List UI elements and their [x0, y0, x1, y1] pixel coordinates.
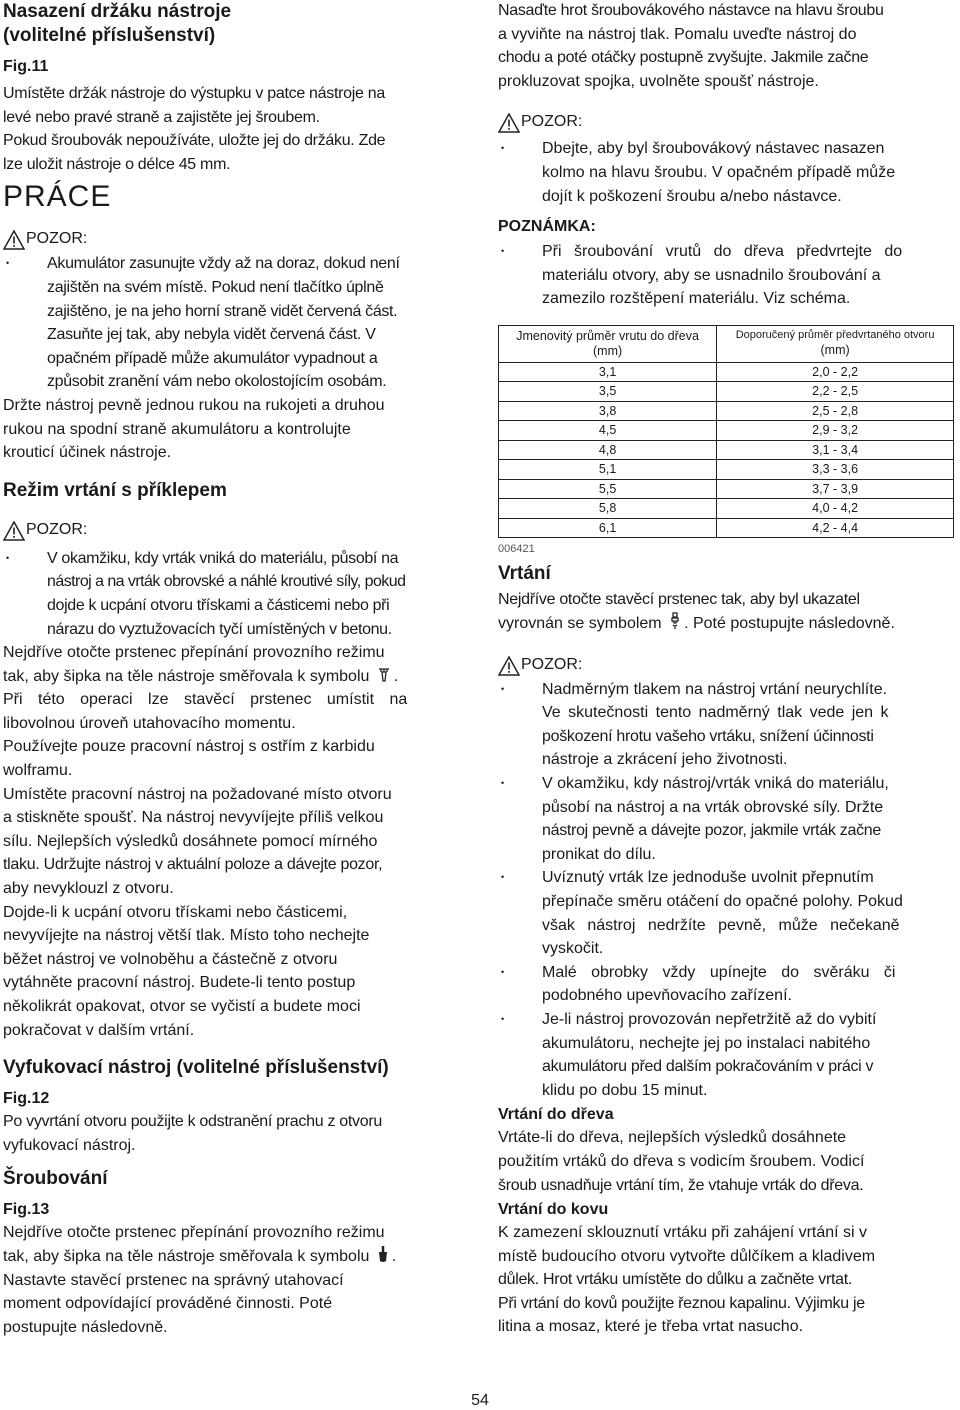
warning-icon — [498, 113, 520, 133]
drill-bullet-1-line-2: nástroj pevně a dávejte pozor, jakmile vrták začne — [542, 822, 881, 840]
screw-title: Šroubování — [3, 1168, 108, 1190]
metal-line-4: litina a mosaz, které je třeba vrtat nasucho. — [498, 1318, 804, 1336]
hold-line-1: rukou na spodní straně akumulátoru a kontrolujte — [3, 420, 351, 438]
hammer-after-14: pokračovat v dalším vrtání. — [3, 1021, 195, 1039]
hammer-line-1: Nejdříve otočte prstenec přepínání provozního režimu — [3, 644, 385, 662]
intro-line-0: Nasaďte hrot šroubovákového nástavce na hlavu šroubu — [498, 2, 884, 19]
fig-13-label: Fig.13 — [3, 1201, 50, 1219]
table-code: 006421 — [498, 543, 535, 556]
drill-bullet-4-line-3: klidu po dobu 15 minut. — [542, 1081, 708, 1099]
screw-after-0: Nastavte stavěcí prstenec na správný utahovací — [3, 1271, 344, 1289]
metal-line-1: místě budoucího otvoru vytvořte důlčíkem a kladivem — [498, 1247, 876, 1265]
drill-bullet-1-line-0: V okamžiku, kdy nástroj/vrták vniká do materiálu, — [542, 775, 889, 792]
warning-icon — [498, 656, 520, 676]
hammer-warning-heading — [3, 519, 461, 541]
wood-line-2: šroub usnadňuje vrtání tím, že vtahuje vrták do dřeva. — [498, 1176, 864, 1194]
pozor-label: POZOR: — [521, 113, 583, 131]
hold-line-2: krouticí účinek nástroje. — [3, 444, 172, 462]
hammer-after-9: Dojde-li k ucpání otvoru třískami nebo částicemi, — [3, 903, 348, 921]
drill-warning-item — [498, 1008, 956, 1102]
table-cell-screw: 5,8 — [499, 499, 717, 519]
table-cell-hole: 3,7 - 3,9 — [717, 479, 954, 499]
screw-warning-heading — [498, 111, 956, 133]
screw-line-2-text: tak, aby šipka na těle nástroje směřovala k symbolu — [3, 1247, 370, 1265]
screw-after-2: postupujte následovně. — [3, 1318, 168, 1336]
drill-text — [498, 588, 956, 635]
drill-warning-list — [498, 678, 956, 1103]
drill-line-2 — [498, 612, 956, 636]
table-cell-screw: 4,8 — [499, 440, 717, 460]
left-column — [3, 0, 461, 1339]
wood-line-1: použitím vrtáků do dřeva s vodicím šroubem. Vodicí — [498, 1152, 865, 1170]
hammer-after-12: vytáhněte pracovní nástroj. Budete-li tento postup — [3, 974, 356, 992]
drill-bullet-1-line-1: působí na nástroj a na vrták obrovské síly. Držte — [542, 798, 884, 816]
table-cell-hole: 3,1 - 3,4 — [717, 440, 954, 460]
table-cell-hole: 2,0 - 2,2 — [717, 362, 954, 382]
period: . — [393, 667, 399, 685]
hammer-after-10: nevyvíjejte na nástroj větší tlak. Místo toho nechejte — [3, 927, 370, 945]
drill-line-1: Nejdříve otočte stavěcí prstenec tak, aby byl ukazatel — [498, 591, 860, 609]
holder-title-line-1: Nasazení držáku nástroje — [3, 1, 232, 22]
table-cell-hole: 2,5 - 2,8 — [717, 401, 954, 421]
table-row — [499, 499, 954, 519]
table-row — [499, 460, 954, 480]
prace-bullet-line-3: Zasuňte jej tak, aby nebyla vidět červená část. V — [47, 326, 376, 344]
drill-bullet-4-line-0: Je-li nástroj provozován nepřetržitě až do vybití — [542, 1010, 877, 1028]
pozor-bullet-line-1: kolmo na hlavu šroubu. V opačném případě může — [542, 163, 896, 181]
fig-11-label: Fig.11 — [3, 58, 49, 75]
hammer-title: Režim vrtání s příklepem — [3, 479, 227, 501]
prace-warning-list — [3, 252, 461, 394]
holder-title — [3, 0, 461, 48]
right-column — [498, 0, 956, 1339]
hammer-line-2 — [3, 665, 461, 689]
holder-line-2: Pokud šroubovák nepoužíváte, uložte jej do držáku. Zde — [3, 132, 386, 150]
pozor-bullet-line-2: dojít k poškození šroubu a/nebo nástavce. — [542, 187, 842, 205]
pozor-bullet-line-0: Dbejte, aby byl šroubovákový nástavec nasazen — [542, 140, 885, 158]
hold-text — [3, 394, 461, 465]
blow-line-0: Po vyvrtání otvoru použijte k odstranění prachu z otvoru — [3, 1113, 382, 1131]
drill-bullet-3-line-0: Malé obrobky vždy upínejte do svěráku či — [542, 963, 896, 981]
drill-bullet-4-line-1: akumulátoru, nechejte jej po instalaci nabitého — [542, 1034, 871, 1052]
table-header-screw — [499, 325, 717, 362]
poznamka-bullet-line-1: materiálu otvory, aby se usnadnilo šroubování a — [542, 266, 881, 284]
table-cell-screw: 5,1 — [499, 460, 717, 480]
hammer-after-7: tlaku. Udržujte nástroj v aktuální poloze a dávejte pozor, — [3, 856, 383, 874]
period: . — [391, 1247, 397, 1265]
prace-warning-heading — [3, 228, 461, 250]
warning-icon — [3, 521, 25, 541]
fig-12-label: Fig.12 — [3, 1090, 50, 1108]
page-number: 54 — [471, 1392, 489, 1409]
metal-title: Vrtání do kovu — [498, 1201, 609, 1219]
table-cell-hole: 4,0 - 4,2 — [717, 499, 954, 519]
table-row — [499, 362, 954, 382]
screw-symbol-icon — [376, 1245, 390, 1263]
holder-line-1: levé nebo pravé straně a zajistěte jej šroubem. — [3, 108, 320, 126]
table-header-hole — [717, 325, 954, 362]
table-cell-hole: 2,2 - 2,5 — [717, 382, 954, 402]
prace-warning-item — [3, 252, 461, 394]
table-row — [499, 421, 954, 441]
holder-line-0: Umístěte držák nástroje do výstupku v patce nástroje na — [3, 85, 385, 102]
hammer-bullet-line-2: dojde k ucpání otvoru třískami a částicemi nebo při — [47, 596, 390, 614]
hammer-bullet-line-3: nárazu do vyztužovacích tyčí umístěných v betonu. — [47, 620, 392, 638]
table-header-screw-unit: (mm) — [593, 343, 623, 358]
poznamka-bullet-line-2: zamezilo rozštěpení materiálu. Viz schéma. — [542, 290, 851, 308]
table-header-hole-label: Doporučený průměr předvrtaného otvoru — [735, 329, 935, 342]
metal-line-3: Při vrtání do kovů použijte řeznou kapalinu. Výjimku je — [498, 1294, 865, 1312]
poznamka-item — [498, 240, 956, 311]
hammer-after-0: Při této operaci lze stavěcí prstenec umístit na — [3, 691, 408, 709]
hammer-after-2: Používejte pouze pracovní nástroj s ostřím z karbidu — [3, 738, 375, 756]
drill-bullet-0-line-2: poškození hrotu vašeho vrtáku, snížení účinnosti — [542, 727, 874, 745]
hammer-after-5: a stiskněte spoušť. Na nástroj nevyvíjejte příliš velkou — [3, 809, 384, 827]
warning-icon — [3, 230, 25, 250]
hold-line-0: Držte nástroj pevně jednou rukou na rukojeti a druhou — [3, 396, 385, 414]
blow-text — [3, 1110, 461, 1157]
drill-bullet-0-line-3: nástroje a zkrácení jeho životnosti. — [542, 751, 788, 769]
table-header-screw-label: Jmenovitý průměr vrutu do dřeva — [516, 328, 699, 343]
drill-bullet-0-line-0: Nadměrným tlakem na nástroj vrtání neurychlíte. — [542, 680, 888, 698]
table-cell-screw: 3,8 — [499, 401, 717, 421]
screw-line-2 — [3, 1245, 461, 1269]
drill-warning-item — [498, 678, 956, 772]
metal-line-2: důlek. Hrot vrtáku umístěte do důlku a začněte vrtat. — [498, 1271, 853, 1289]
poznamka-list — [498, 240, 956, 311]
poznamka-heading: POZNÁMKA: — [498, 218, 596, 236]
screw-warning-list — [498, 137, 956, 208]
hammer-after-8: aby nevyklouzl z otvoru. — [3, 880, 174, 898]
drill-bullet-2-line-3: vyskočit. — [542, 940, 604, 958]
hammer-after-4: Umístěte pracovní nástroj na požadované místo otvoru — [3, 785, 392, 803]
table-header-hole-unit: (mm) — [820, 343, 850, 358]
prace-bullet-line-1: zajištěn na svém místě. Pokud není tlačítko úplně — [47, 278, 384, 296]
drill-warning-item — [498, 961, 956, 1008]
hammer-after-13: několikrát opakovat, otvor se vyčistí a budete moci — [3, 998, 361, 1015]
prace-bullet-line-4: opačném případě může akumulátor vypadnout a — [47, 349, 378, 367]
drill-bullet-3-line-1: podobného upevňovacího zařízení. — [542, 987, 792, 1005]
drill-bullet-2-line-1: přepínače směru otáčení do opačné polohy. Pokud — [542, 892, 903, 910]
metal-text — [498, 1221, 956, 1339]
holder-line-3: lze uložit nástroje o délce 45 mm. — [3, 155, 231, 173]
drill-bullet-0-line-1: Ve skutečnosti tento nadměrný tlak vede jen k — [542, 704, 889, 722]
table-cell-screw: 3,5 — [499, 382, 717, 402]
hammer-text — [3, 641, 461, 1042]
pozor-label: POZOR: — [26, 520, 88, 538]
metal-line-0: K zamezení sklouznutí vrtáku při zahájení vrtání si v — [498, 1224, 868, 1242]
table-row — [499, 382, 954, 402]
drill-symbol-icon — [668, 612, 682, 630]
drill-warning-item — [498, 866, 956, 960]
table-cell-screw: 5,5 — [499, 479, 717, 499]
drill-warning-item — [498, 772, 956, 866]
screw-intro-text — [498, 0, 956, 93]
drill-bullet-2-line-2: však nástroj nedržíte pevně, může nečekaně — [542, 916, 900, 934]
drill-title: Vrtání — [498, 563, 551, 585]
holder-text — [3, 82, 461, 176]
drill-line-2-end: . Poté postupujte následovně. — [684, 615, 895, 633]
intro-line-3: prokluzovat spojka, uvolněte spoušť nástroje. — [498, 72, 819, 90]
hammer-warning-list — [3, 547, 461, 641]
hammer-after-1: libovolnou úroveň utahovacího momentu. — [3, 714, 296, 732]
blow-title: Vyfukovací nástroj (volitelné příslušenství) — [3, 1057, 389, 1079]
table-cell-hole: 2,9 - 3,2 — [717, 421, 954, 441]
table-cell-screw: 3,1 — [499, 362, 717, 382]
poznamka-bullet-line-0: Při šroubování vrutů do dřeva předvrtejte do — [542, 243, 903, 261]
table-row — [499, 440, 954, 460]
hammer-warning-item — [3, 547, 461, 641]
drill-warning-heading — [498, 654, 956, 676]
pilot-hole-table — [498, 325, 954, 539]
drill-bullet-4-line-2: akumulátoru před dalším pokračováním v práci v — [542, 1058, 874, 1076]
hammer-after-11: běžet nástroj ve volnoběhu a částečně z otvoru — [3, 950, 338, 968]
blow-line-1: vyfukovací nástroj. — [3, 1136, 136, 1154]
screw-line-1: Nejdříve otočte prstenec přepínání provozního režimu — [3, 1224, 385, 1242]
prace-bullet-line-5: způsobit zranění vám nebo okolostojícím osobám. — [47, 373, 387, 391]
prace-title: PRÁCE — [3, 180, 112, 214]
table-row — [499, 401, 954, 421]
wood-title: Vrtání do dřeva — [498, 1106, 614, 1124]
drill-bullet-1-line-3: pronikat do dílu. — [542, 845, 656, 863]
hammer-after-3: wolframu. — [3, 762, 73, 780]
screw-warning-item — [498, 137, 956, 208]
hammer-bullet-line-1: nástroj a na vrták obrovské a náhlé kroutivé síly, pokud — [47, 573, 406, 591]
table-cell-screw: 6,1 — [499, 518, 717, 538]
hammer-bullet-line-0: V okamžiku, kdy vrták vniká do materiálu, působí na — [47, 549, 399, 567]
table-cell-hole: 3,3 - 3,6 — [717, 460, 954, 480]
hammer-after-6: sílu. Nejlepších výsledků dosáhnete pomocí mírného — [3, 832, 378, 850]
wood-text — [498, 1126, 956, 1197]
table-cell-hole: 4,2 - 4,4 — [717, 518, 954, 538]
table-cell-screw: 4,5 — [499, 421, 717, 441]
wood-line-0: Vrtáte-li do dřeva, nejlepších výsledků dosáhnete — [498, 1129, 847, 1147]
pozor-label: POZOR: — [521, 655, 583, 673]
hammer-drill-symbol-icon — [376, 667, 392, 683]
table-header-row — [499, 325, 954, 362]
hammer-line-2-text: tak, aby šipka na těle nástroje směřovala k symbolu — [3, 667, 370, 685]
intro-line-2: chodu a poté otáčky postupně zvyšujte. Jakmile začne — [498, 49, 869, 67]
screw-text — [3, 1221, 461, 1339]
prace-bullet-line-2: zajištěno, je na jeho horní straně vidět červená část. — [47, 302, 398, 320]
screw-after-1: moment odpovídající prováděné činnosti. Poté — [3, 1295, 333, 1313]
pozor-label: POZOR: — [26, 230, 88, 248]
drill-line-2-text: vyrovnán se symbolem — [498, 615, 662, 633]
prace-bullet-line-0: Akumulátor zasunujte vždy až na doraz, dokud není — [47, 255, 400, 273]
holder-title-line-2: (volitelné příslušenství) — [3, 25, 216, 46]
table-row — [499, 518, 954, 538]
intro-line-1: a vyviňte na nástroj tlak. Pomalu uveďte nástroj do — [498, 25, 857, 43]
table-row — [499, 479, 954, 499]
drill-bullet-2-line-0: Uvíznutý vrták lze jednoduše uvolnit přepnutím — [542, 869, 874, 887]
